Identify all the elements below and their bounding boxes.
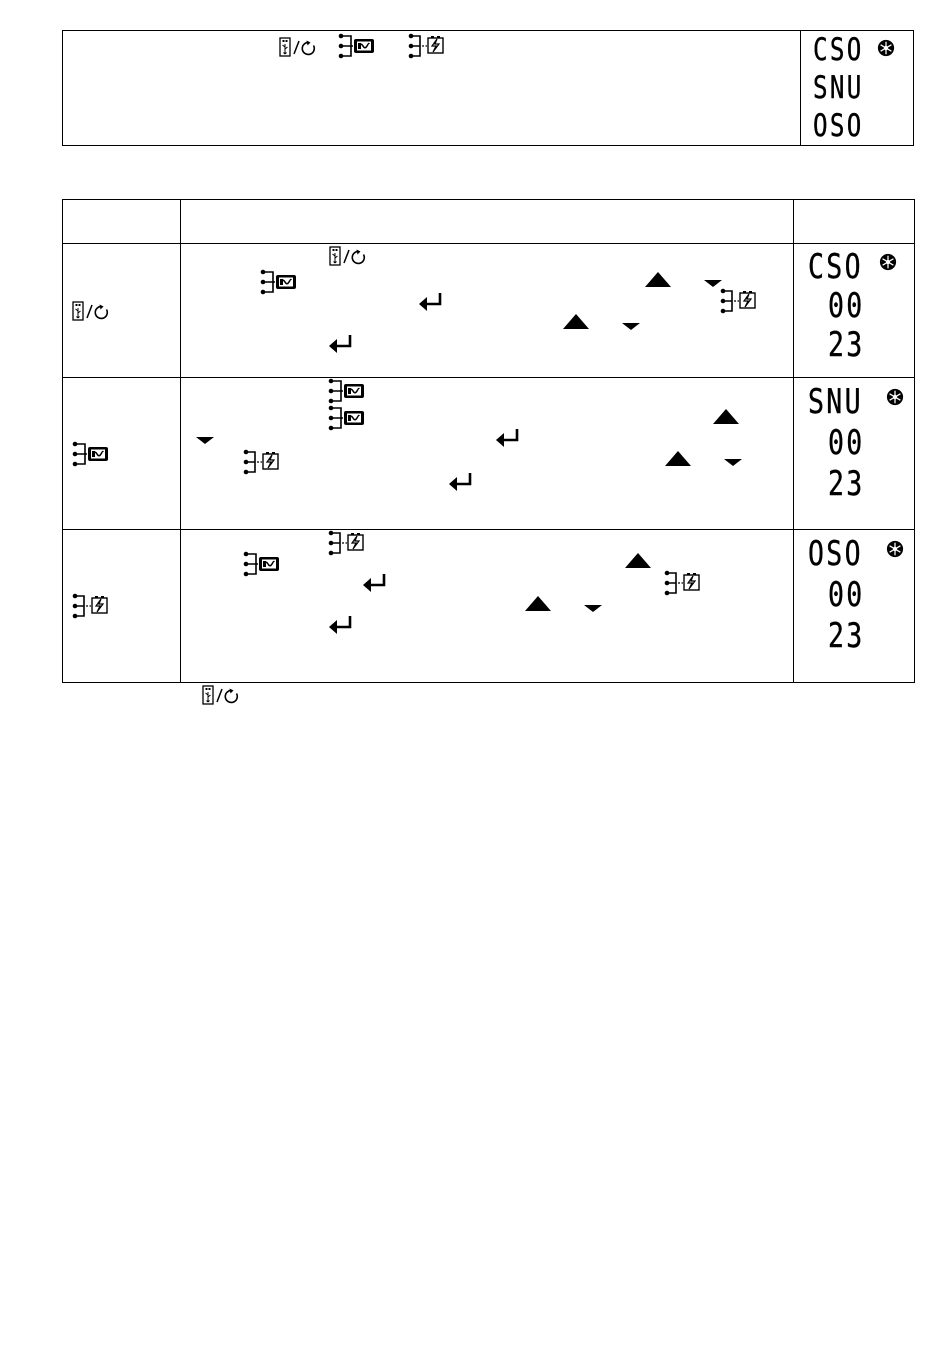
inverter-output-icon: [72, 441, 112, 467]
fan-icon: [886, 540, 904, 558]
lcd-code: SNU: [813, 70, 864, 106]
charger-output-icon: [328, 530, 368, 556]
down-arrow-icon: [724, 459, 742, 466]
charger-output-icon: [664, 570, 704, 596]
table-divider: [63, 529, 914, 530]
charger-output-icon: [720, 288, 760, 314]
down-arrow-icon: [196, 437, 214, 444]
lcd-value: 23: [828, 325, 865, 365]
usb-power-icon: [329, 246, 369, 266]
lcd-value: 23: [828, 616, 865, 656]
charger-output-icon: [72, 593, 112, 619]
inverter-output-icon: [328, 378, 368, 404]
usb-power-icon: [202, 685, 242, 705]
enter-icon: [362, 573, 388, 593]
enter-icon: [418, 292, 444, 312]
fan-icon: [886, 388, 904, 406]
inverter-output-icon: [338, 33, 378, 59]
settings-table: [62, 199, 915, 683]
down-arrow-icon: [704, 280, 722, 287]
charger-output-icon: [243, 449, 283, 475]
table-divider: [63, 243, 914, 244]
lcd-value: 00: [828, 286, 865, 326]
fan-icon: [877, 39, 895, 57]
fan-icon: [879, 253, 897, 271]
enter-icon: [495, 428, 521, 448]
table-divider: [63, 377, 914, 378]
up-arrow-icon: [625, 553, 651, 568]
lcd-code: CSO: [813, 32, 864, 68]
inverter-output-icon: [260, 269, 300, 295]
lcd-value: 00: [828, 575, 865, 615]
lcd-value: 00: [828, 423, 865, 463]
table-divider: [180, 200, 181, 682]
table-divider: [800, 31, 801, 145]
lcd-code: OSO: [808, 534, 863, 574]
down-arrow-icon: [622, 323, 640, 330]
inverter-output-icon: [328, 405, 368, 431]
up-arrow-icon: [525, 596, 551, 611]
enter-icon: [448, 472, 474, 492]
up-arrow-icon: [645, 272, 671, 287]
inverter-output-icon: [243, 551, 283, 577]
lcd-code: SNU: [808, 382, 863, 422]
charger-output-icon: [408, 33, 448, 59]
enter-icon: [328, 334, 354, 354]
enter-icon: [328, 615, 354, 635]
lcd-code: CSO: [808, 247, 863, 287]
up-arrow-icon: [563, 314, 589, 329]
table-divider: [793, 200, 794, 682]
lcd-value: 23: [828, 464, 865, 504]
usb-power-icon: [72, 301, 112, 321]
usb-power-icon: [279, 37, 319, 57]
lcd-code: OSO: [813, 108, 864, 144]
down-arrow-icon: [584, 605, 602, 612]
intro-table: [62, 30, 914, 146]
up-arrow-icon: [665, 451, 691, 466]
up-arrow-icon: [713, 409, 739, 424]
